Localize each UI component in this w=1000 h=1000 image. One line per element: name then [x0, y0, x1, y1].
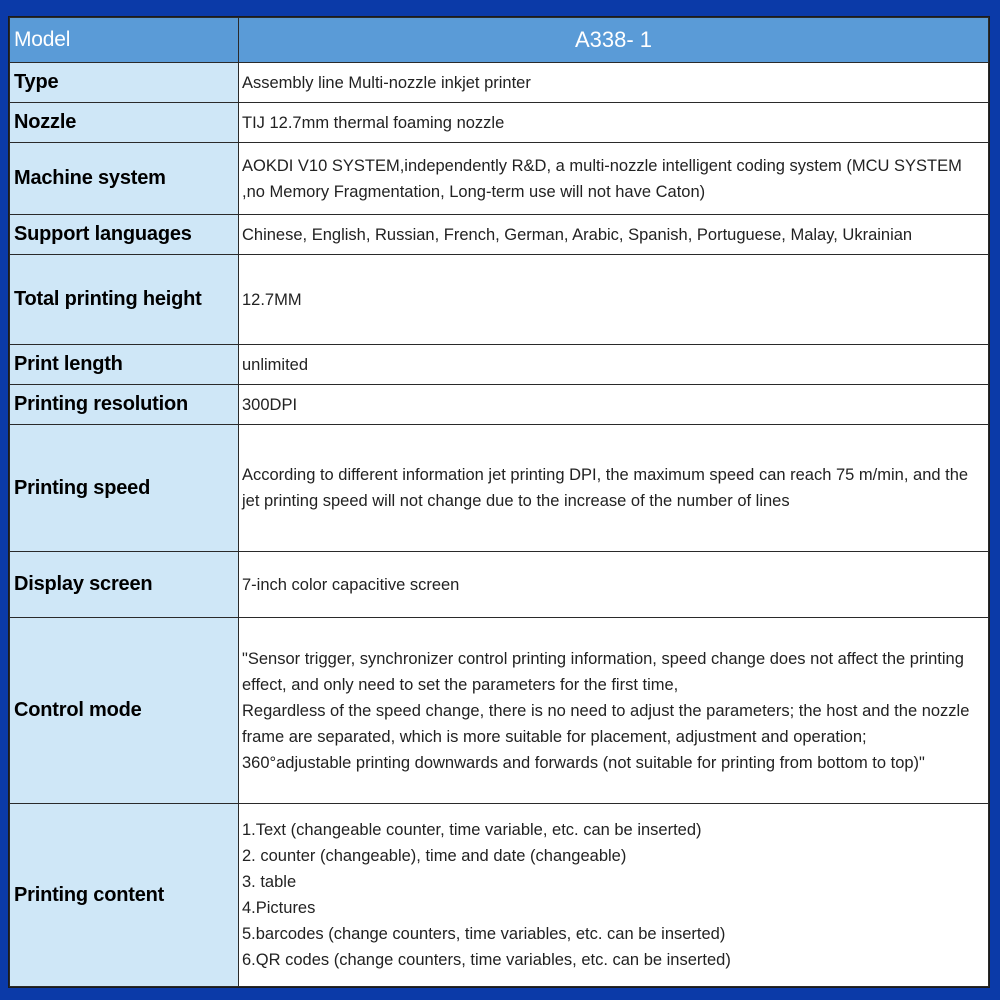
content-list-item: 4.Pictures: [242, 899, 316, 917]
table-row: [10, 143, 989, 215]
table-row: [10, 215, 989, 255]
table-row: [10, 618, 989, 804]
row-value: 7-inch color capacitive screen: [239, 552, 989, 618]
row-label: Display screen: [10, 552, 239, 618]
spec-sheet: [8, 16, 990, 988]
table-row: [10, 103, 989, 143]
row-value: Assembly line Multi-nozzle inkjet printer: [239, 63, 989, 103]
row-value: [239, 804, 989, 987]
row-label: Type: [10, 63, 239, 103]
table-row: [10, 552, 989, 618]
row-value: 300DPI: [239, 385, 989, 425]
table-row: [10, 255, 989, 345]
row-label: Control mode: [10, 618, 239, 804]
content-list-item: 1.Text (changeable counter, time variable, etc. can be inserted): [242, 821, 702, 839]
row-value: [239, 618, 989, 804]
row-value: TIJ 12.7mm thermal foaming nozzle: [239, 103, 989, 143]
row-label: Nozzle: [10, 103, 239, 143]
row-value: According to different information jet printing DPI, the maximum speed can reach 75 m/min, and the jet printing speed will not change due to the increase of the number of lines: [239, 425, 989, 552]
content-list-item: 2. counter (changeable), time and date (changeable): [242, 847, 627, 865]
table-row: [10, 63, 989, 103]
spec-table: [9, 17, 989, 987]
table-row: [10, 804, 989, 987]
row-label: Printing speed: [10, 425, 239, 552]
table-row: [10, 425, 989, 552]
row-label: Printing content: [10, 804, 239, 987]
row-label: Total printing height: [10, 255, 239, 345]
row-label: Print length: [10, 345, 239, 385]
row-label: Printing resolution: [10, 385, 239, 425]
content-list-item: 3. table: [242, 873, 297, 891]
row-label: Support languages: [10, 215, 239, 255]
content-list-item: 6.QR codes (change counters, time variables, etc. can be inserted): [242, 951, 731, 969]
table-row: [10, 345, 989, 385]
row-label: Machine system: [10, 143, 239, 215]
row-value: unlimited: [239, 345, 989, 385]
model-label: Model: [10, 18, 239, 63]
control-mode-line: "Sensor trigger, synchronizer control printing information, speed change does not affect the printing effect, and only need to set the parameters for the first time,: [242, 649, 964, 694]
table-header-row: [10, 18, 989, 63]
row-value: Chinese, English, Russian, French, German, Arabic, Spanish, Portuguese, Malay, Ukrainian: [239, 215, 989, 255]
control-mode-line: Regardless of the speed change, there is no need to adjust the parameters; the host and the nozzle frame are separated, which is more suitable for placement, adjustment and operation;: [242, 701, 970, 746]
table-row: [10, 385, 989, 425]
content-list-item: 5.barcodes (change counters, time variables, etc. can be inserted): [242, 925, 726, 943]
model-value: A338- 1: [239, 18, 989, 63]
row-value: 12.7MM: [239, 255, 989, 345]
control-mode-line: 360°adjustable printing downwards and forwards (not suitable for printing from bottom to top)": [242, 753, 925, 772]
row-value: AOKDI V10 SYSTEM,independently R&D, a multi-nozzle intelligent coding system (MCU SYSTEM ,no Memory Fragmentation, Long-term use will not have Caton): [239, 143, 989, 215]
